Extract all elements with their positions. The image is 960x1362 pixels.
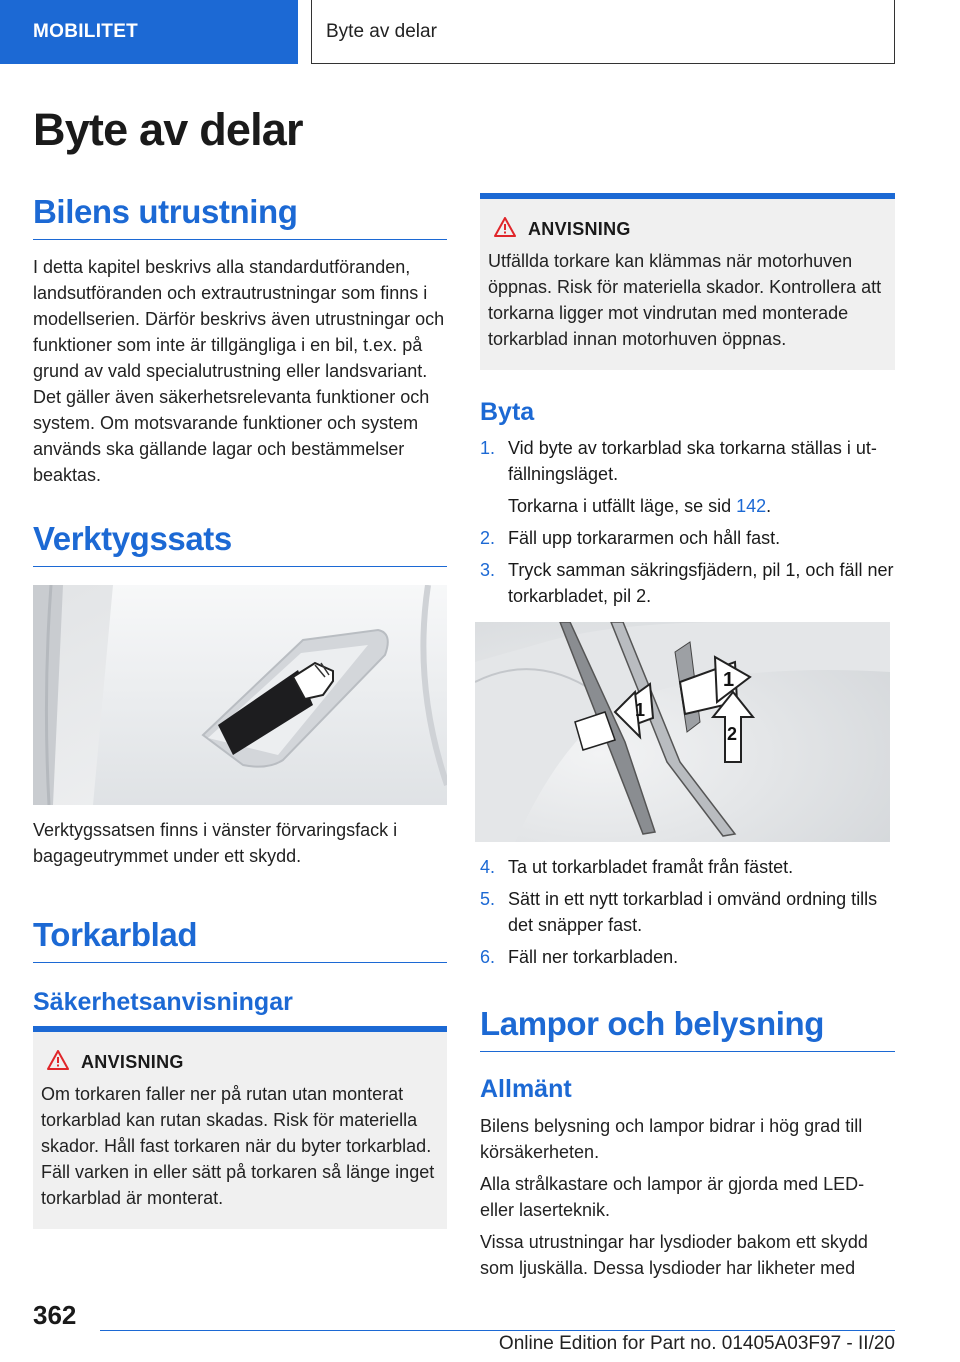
page-reference-link[interactable]: 142: [736, 496, 767, 516]
page-title: Byte av delar: [33, 104, 303, 155]
step-subtext: Torkarna i utfällt läge, se sid 142.: [508, 496, 772, 516]
warning-triangle-icon: [494, 217, 516, 242]
warning-box-left: [33, 1026, 447, 1229]
warning-title: ANVISNING: [528, 219, 631, 239]
step-number: 5.: [480, 889, 496, 909]
lampor-paragraph-3: Vissa utrustningar har lysdioder bakom ett skydd som ljuskälla. Dessa lysdioder har likheter med: [480, 1232, 868, 1278]
step-text: Ta ut torkarbladet framåt från fästet.: [508, 857, 794, 877]
arrow-label-2: 2: [727, 724, 738, 744]
lampor-paragraph-2: Alla strålkastare och lampor är gjorda med LED- eller laserteknik.: [480, 1174, 865, 1220]
heading-verktygssats: Verktygssats: [33, 520, 447, 567]
arrow-label-1: 1: [723, 669, 735, 691]
list-item: [480, 944, 895, 970]
step-text: Fäll upp torkararmen och håll fast.: [508, 528, 781, 548]
list-item: [480, 525, 895, 551]
list-item: [480, 854, 895, 880]
footer-divider: [100, 1330, 895, 1331]
toolkit-compartment-illustration: [33, 585, 447, 805]
heading-torkarblad: Torkarblad: [33, 916, 447, 963]
page-number: 362: [33, 1300, 77, 1330]
list-item: [480, 557, 895, 609]
bilens-utrustning-text: I detta kapitel beskrivs alla standardutföranden, landsutföranden och extrautrustningar som finns i modellserien. Därför beskrivs även utrustningar och funktioner som inte är tillgängliga i en bil, t.ex. på grund av vald specialutrustning eller landsvariant. Det gäller även säkerhetsrelevanta funktioner och system. Om motsvarande funktioner och system används ska gällande lagar och bestämmelser beaktas.: [33, 257, 445, 485]
step-number: 3.: [480, 560, 496, 580]
steps-list-a: [480, 435, 895, 615]
step-text: Fäll ner torkarbladen.: [508, 947, 679, 967]
step-number: 6.: [480, 947, 496, 967]
wiper-blade-image: [475, 622, 890, 842]
wiper-illustration: [475, 622, 890, 842]
step-number: 4.: [480, 857, 496, 877]
toolkit-image: [33, 585, 447, 805]
warning-text: Om torkaren faller ner på rutan utan monterat torkarblad kan rutan skadas. Risk för materiella skador. Håll fast torkaren när du byter torkarblad. Fäll varken in eller sätt på torkaren så länge inget torkarblad är monterat.: [41, 1084, 435, 1208]
header-topic: Byte av delar: [311, 0, 895, 64]
step-text: Sätt in ett nytt torkarblad i omvänd ordning tills det snäpper fast.: [508, 889, 878, 935]
lampor-paragraph-1: Bilens belysning och lampor bidrar i hög grad till körsäkerheten.: [480, 1116, 863, 1162]
heading-lampor-och-belysning: Lampor och belysning: [480, 1005, 895, 1052]
warning-triangle-icon: [47, 1050, 69, 1075]
warning-title: ANVISNING: [81, 1052, 184, 1072]
warning-text: Utfällda torkare kan klämmas när motorhuven öppnas. Risk för materiella skador. Kontrollera att torkarna ligger mot vindrutan med monterade torkarblad innan motorhuven öppnas.: [488, 251, 882, 349]
step-number: 2.: [480, 528, 496, 548]
steps-list-b: [480, 854, 895, 976]
list-item: [480, 886, 895, 938]
arrow-label-1b: 1: [635, 700, 646, 720]
list-item: [480, 435, 895, 519]
heading-bilens-utrustning: Bilens utrustning: [33, 193, 447, 240]
warning-box-right: [480, 193, 895, 370]
step-text: Tryck samman säkringsfjädern, pil 1, och fäll ner torkarbladet, pil 2.: [508, 560, 894, 606]
header-section-tab: MOBILITET: [0, 0, 298, 64]
step-number: 1.: [480, 438, 496, 458]
footer-edition-text: Online Edition for Part no. 01405A03F97 - II/20: [498, 1333, 895, 1354]
heading-byta: Byta: [480, 398, 535, 426]
heading-sakerhetsanvisningar: Säkerhetsanvisningar: [33, 988, 293, 1016]
heading-allmant: Allmänt: [480, 1075, 572, 1103]
toolkit-caption: Verktygssatsen finns i vänster förvaringsfack i bagageutrymmet under ett skydd.: [33, 820, 398, 866]
step-text: Vid byte av torkarblad ska torkarna ställas i utfällningsläget.: [508, 438, 877, 484]
